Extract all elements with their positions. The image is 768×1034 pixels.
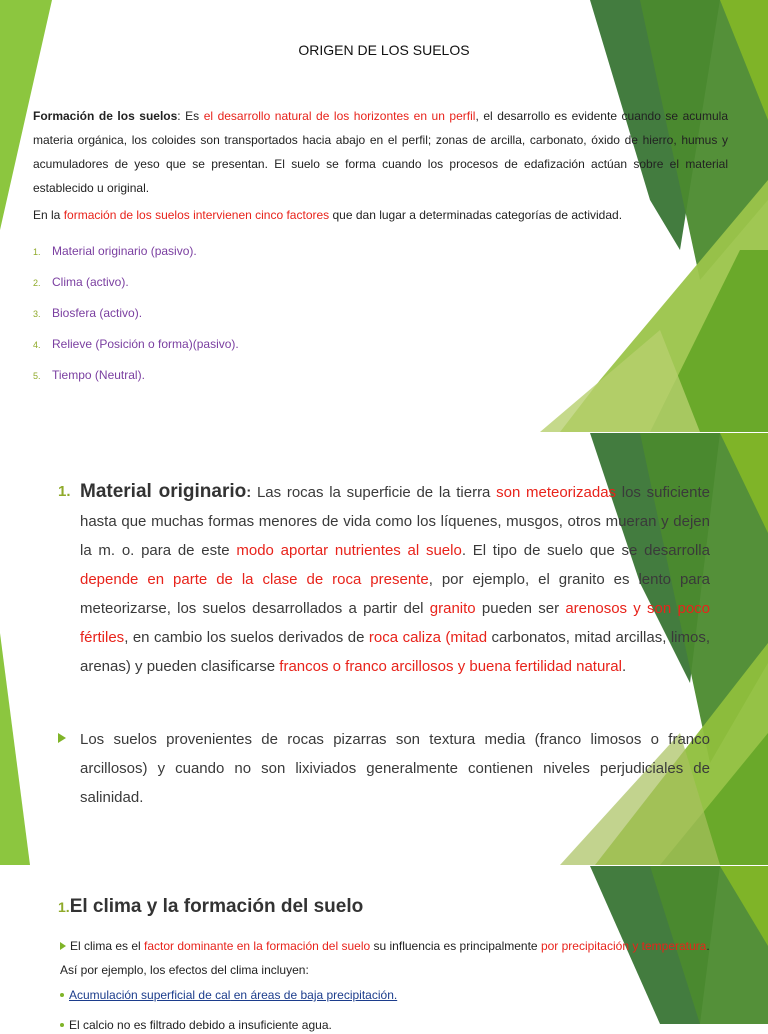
list-item xyxy=(33,267,239,298)
list-number: 5. xyxy=(33,371,41,381)
definition-term: Formación de los suelos xyxy=(33,109,178,123)
bullet-dot-icon xyxy=(60,993,64,997)
left-green-shape xyxy=(0,633,30,865)
bullet-triangle-icon xyxy=(60,942,66,950)
section-heading: Material originario xyxy=(80,481,247,502)
text-span: . El tipo de suelo que se desarrolla xyxy=(461,542,710,559)
section-number: 1. xyxy=(58,483,71,500)
list-item-label: Tiempo (Neutral). xyxy=(52,368,145,382)
section-title xyxy=(58,896,363,918)
highlight-span: granito xyxy=(429,600,476,617)
text-span: carbonatos, mitad arcillas, limos, arenas) y pueden clasificarse xyxy=(80,629,711,675)
text-span: Las rocas la superficie de la tierra xyxy=(256,484,497,501)
list-item-label: Clima (activo). xyxy=(52,275,129,289)
climate-bullet xyxy=(60,934,710,982)
climate-subbullet xyxy=(60,986,397,1004)
highlight-span: por precipitación y temperatura xyxy=(540,939,707,953)
definition-paragraph xyxy=(33,104,728,200)
list-number: 4. xyxy=(33,340,41,350)
list-item-label: Material originario (pasivo). xyxy=(52,244,197,258)
list-item-label: Biosfera (activo). xyxy=(52,306,143,320)
factors-intro-post: que dan lugar a determinadas categorías de actividad. xyxy=(329,208,623,222)
text-span: , en cambio los suelos derivados de xyxy=(124,629,369,646)
text-span: , por ejemplo, el granito es lento para meteorizarse, los suelos desarrollados a partir del xyxy=(80,571,710,617)
definition-connector: : Es xyxy=(177,109,204,123)
highlight-span: depende en parte de la clase de roca presente xyxy=(80,571,429,588)
list-item xyxy=(33,329,239,360)
factors-list xyxy=(33,236,239,391)
factors-intro xyxy=(33,206,728,224)
link-text[interactable]: Acumulación superficial de cal xyxy=(69,988,231,1002)
text-span: El clima es el xyxy=(70,939,145,953)
text-span: su influencia es principalmente xyxy=(370,939,541,953)
material-paragraph xyxy=(58,477,710,681)
pizarra-bullet xyxy=(58,725,710,812)
text-span: pueden ser xyxy=(475,600,566,617)
bullet-text: El calcio no es filtrado debido a insuficiente agua. xyxy=(69,1018,332,1032)
bullet-triangle-icon xyxy=(58,733,66,743)
text-span: . Así por ejemplo, los efectos del clima incluyen: xyxy=(60,939,710,977)
slide-3 xyxy=(0,866,768,1032)
list-number: 1. xyxy=(33,247,41,257)
text-span: . xyxy=(621,658,627,675)
list-item xyxy=(33,298,239,329)
list-number: 2. xyxy=(33,278,41,288)
section-number: 1. xyxy=(58,899,70,915)
text-span: los suficiente hasta que muchas formas menores de vida como los líquenes, musgos, otros mueran y dejen la m. o. para de este xyxy=(80,484,710,559)
factors-intro-pre: En la xyxy=(33,208,64,222)
factors-intro-highlight: formación de los suelos intervienen cinco factores xyxy=(63,208,330,222)
definition-rest: , el desarrollo es evidente cuando se acumula materia orgánica, los coloides son transportados hacia abajo en el perfil; zonas de arcilla, carbonato, óxido de hierro, humus y acumuladores de yeso que se presentan. El suelo se forma cuando los procesos de edafización actúan sobre el material establecido u original. xyxy=(33,109,728,195)
highlight-span: roca caliza (mitad xyxy=(368,629,488,646)
bullet-dot-icon xyxy=(60,1023,64,1027)
bullet-text: Los suelos provenientes de rocas pizarras son textura media (franco limosos o franco arcillosos) y cuando no son lixiviados generalmente contienen niveles perjudiciales de salinidad. xyxy=(80,731,710,806)
list-item xyxy=(33,236,239,267)
list-number: 3. xyxy=(33,309,41,319)
definition-highlight: el desarrollo natural de los horizontes en un perfil xyxy=(203,109,476,123)
highlight-span: arenosos y son poco fértiles xyxy=(80,600,711,646)
highlight-span: francos o franco arcillosos y buena fertilidad natural xyxy=(279,658,622,675)
link-text[interactable]: en áreas de baja precipitación. xyxy=(230,988,398,1002)
slide-1 xyxy=(0,0,768,432)
material-text xyxy=(80,477,710,681)
list-item xyxy=(33,360,239,391)
highlight-span: modo aportar nutrientes al suelo xyxy=(236,542,462,559)
section-title-text: El clima y la formación del suelo xyxy=(69,896,364,917)
highlight-span: factor dominante en la formación del suelo xyxy=(144,939,371,953)
climate-subbullet xyxy=(60,1016,332,1034)
list-item-label: Relieve (Posición o forma)(pasivo). xyxy=(52,337,239,351)
heading-colon: : xyxy=(246,484,257,501)
page-title: ORIGEN DE LOS SUELOS xyxy=(298,42,470,58)
slide-2 xyxy=(0,433,768,865)
highlight-span: son meteorizadas xyxy=(496,484,617,501)
